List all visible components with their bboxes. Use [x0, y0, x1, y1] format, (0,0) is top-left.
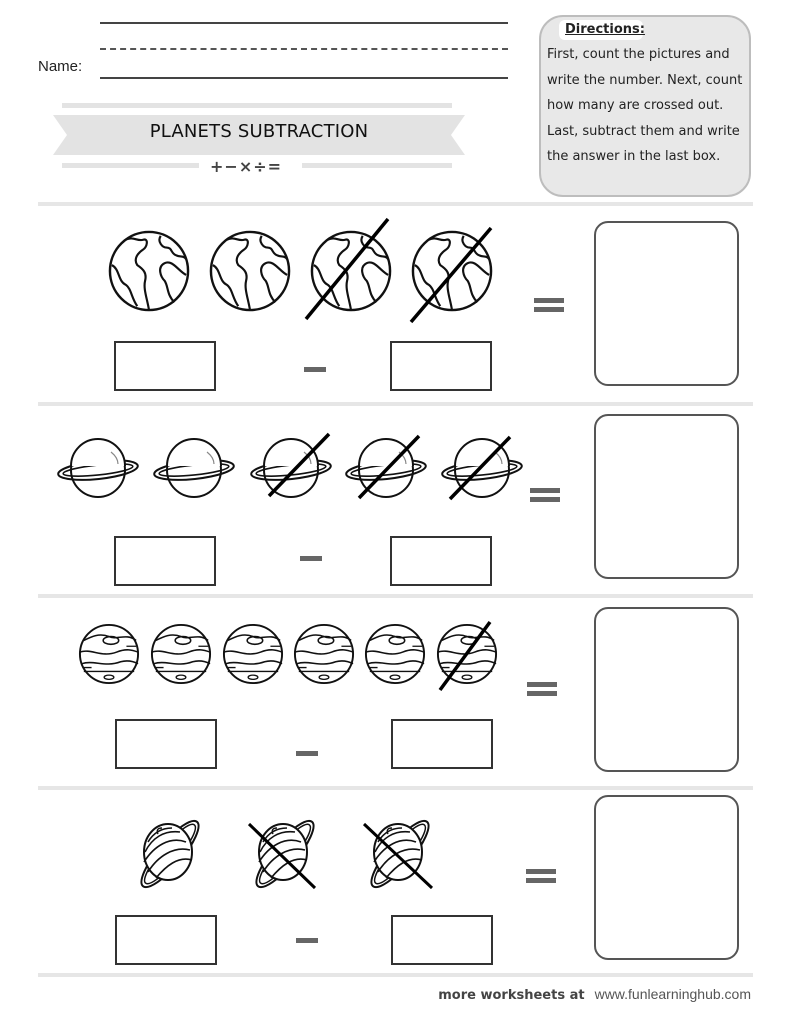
page-title: PLANETS SUBTRACTION	[149, 121, 369, 142]
earth-icon	[108, 230, 190, 312]
minus-sign	[296, 751, 318, 756]
jupiter-icon	[364, 623, 426, 685]
name-label: Name:	[38, 58, 83, 75]
cross-out-line	[446, 433, 516, 503]
jupiter-icon	[293, 623, 355, 685]
ringed-planet-icon	[56, 438, 140, 498]
name-line-dashed	[100, 48, 508, 50]
cross-out-line	[436, 618, 496, 694]
math-operators-icon: +−×÷=	[210, 157, 283, 176]
crossed-count-box[interactable]	[391, 915, 493, 965]
answer-box[interactable]	[594, 607, 739, 772]
banner-rule-top	[62, 103, 452, 108]
minus-sign	[300, 556, 322, 561]
footer-url-link[interactable]: www.funlearninghub.com	[594, 986, 751, 1002]
divider	[38, 594, 753, 598]
equals-sign	[534, 298, 564, 312]
name-line-top	[100, 22, 508, 24]
total-count-box[interactable]	[115, 915, 217, 965]
equals-sign	[527, 682, 557, 696]
answer-box[interactable]	[594, 221, 739, 386]
equals-sign	[530, 488, 560, 502]
cross-out-line	[245, 820, 321, 892]
ringed-planet-icon	[152, 438, 236, 498]
earth-icon	[209, 230, 291, 312]
directions-text: First, count the pictures and write the number. Next, count how many are crossed out. Last, subtract them and write the answer in the last box.	[547, 47, 743, 164]
total-count-box[interactable]	[114, 341, 216, 391]
footer	[438, 986, 751, 1003]
cross-out-line	[405, 222, 505, 332]
answer-box[interactable]	[594, 795, 739, 960]
total-count-box[interactable]	[115, 719, 217, 769]
cross-out-line	[360, 820, 436, 892]
divider	[38, 202, 753, 206]
crossed-count-box[interactable]	[391, 719, 493, 769]
banner-rule-left	[62, 163, 199, 168]
saturn-icon	[128, 812, 212, 896]
crossed-count-box[interactable]	[390, 341, 492, 391]
answer-box[interactable]	[594, 414, 739, 579]
name-input-line[interactable]	[100, 77, 508, 79]
minus-sign	[304, 367, 326, 372]
jupiter-icon	[150, 623, 212, 685]
divider	[38, 973, 753, 977]
crossed-count-box[interactable]	[390, 536, 492, 586]
divider	[38, 786, 753, 790]
total-count-box[interactable]	[114, 536, 216, 586]
cross-out-line	[300, 215, 400, 325]
minus-sign	[296, 938, 318, 943]
cross-out-line	[355, 432, 425, 502]
banner-rule-right	[302, 163, 452, 168]
footer-prefix: more worksheets at	[438, 988, 585, 1003]
jupiter-icon	[78, 623, 140, 685]
directions-heading: Directions:	[565, 22, 645, 37]
cross-out-line	[265, 430, 335, 500]
jupiter-icon	[222, 623, 284, 685]
equals-sign	[526, 869, 556, 883]
divider	[38, 402, 753, 406]
